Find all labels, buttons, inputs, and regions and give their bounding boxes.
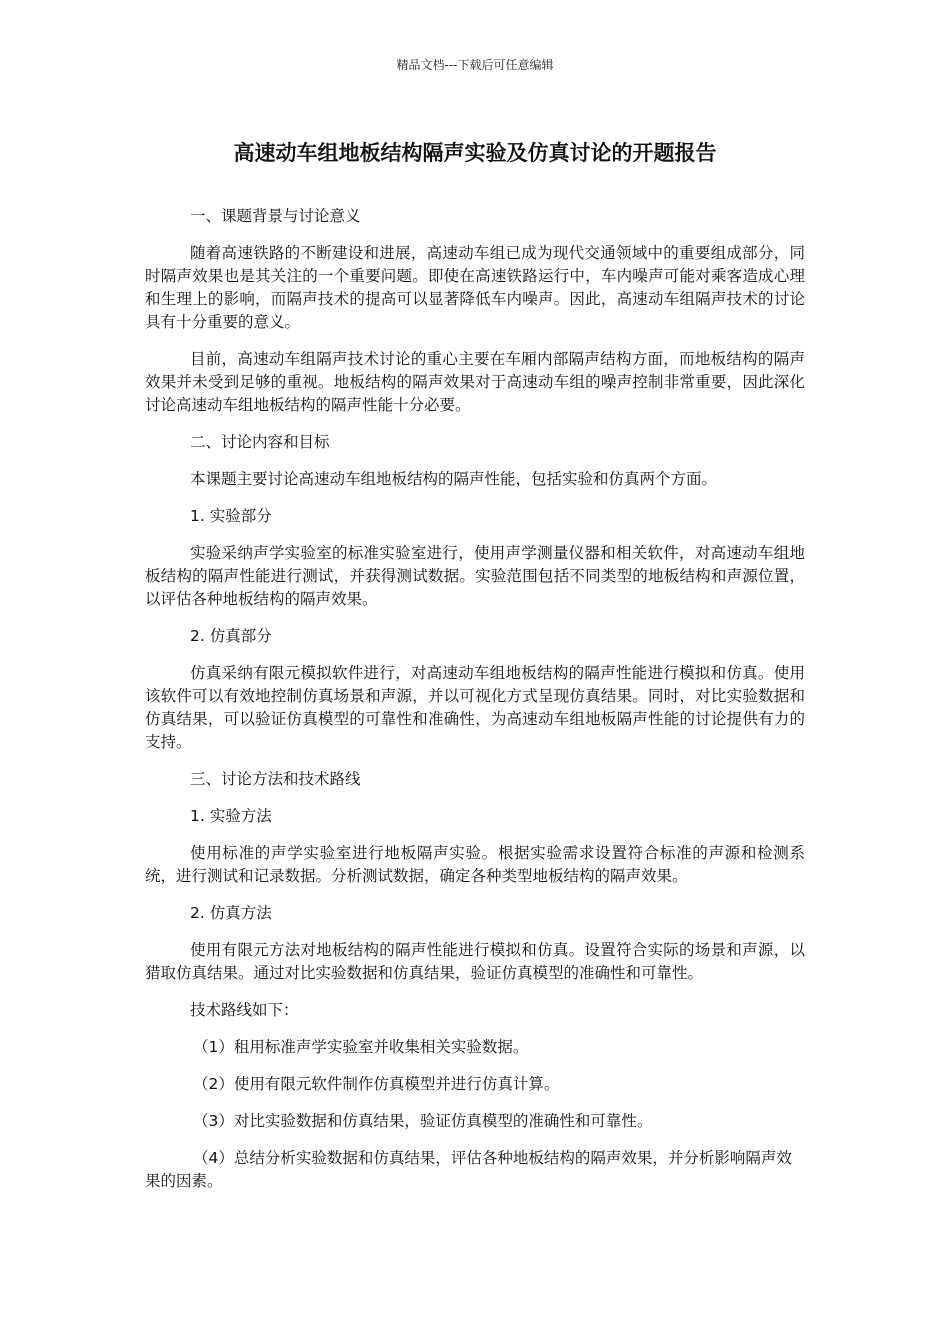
page-header: 精品文档---下载后可任意编辑 <box>396 58 554 72</box>
body-paragraph: 实验采纳声学实验室的标准实验室进行，使用声学测量仪器和相关软件，对高速动车组地板结构的隔声性能进行测试，并获得测试数据。实验范围包括不同类型的地板结构和声源位置，以评估各种地板结构的隔声效果。 <box>145 544 805 608</box>
section-heading: 2. 仿真方法 <box>190 904 272 922</box>
section-heading: 1. 实验方法 <box>190 807 272 825</box>
route-step: （2）使用有限元软件制作仿真模型并进行仿真计算。 <box>193 1075 560 1093</box>
body-paragraph: 本课题主要讨论高速动车组地板结构的隔声性能，包括实验和仿真两个方面。 <box>190 470 718 488</box>
document-body <box>145 205 805 1207</box>
section-heading: 技术路线如下： <box>190 1001 299 1019</box>
body-paragraph: 使用标准的声学实验室进行地板隔声实验。根据实验需求设置符合标准的声源和检测系统，进行测试和记录数据。分析测试数据，确定各种类型地板结构的隔声效果。 <box>145 844 805 885</box>
section-heading: 三、讨论方法和技术路线 <box>190 770 361 788</box>
section-heading: 2. 仿真部分 <box>190 627 272 645</box>
body-paragraph: 仿真采纳有限元模拟软件进行，对高速动车组地板结构的隔声性能进行模拟和仿真。使用该软件可以有效地控制仿真场景和声源，并以可视化方式呈现仿真结果。同时，对比实验数据和仿真结果，可以验证仿真模型的可靠性和准确性，为高速动车组地板隔声性能的讨论提供有力的支持。 <box>145 664 805 751</box>
route-step: （1）租用标准声学实验室并收集相关实验数据。 <box>193 1038 529 1056</box>
section-heading: 1. 实验部分 <box>190 507 272 525</box>
route-step: （4）总结分析实验数据和仿真结果，评估各种地板结构的隔声效果，并分析影响隔声效果的因素。 <box>145 1149 792 1190</box>
document-title: 高速动车组地板结构隔声实验及仿真讨论的开题报告 <box>233 141 717 165</box>
route-step: （3）对比实验数据和仿真结果，验证仿真模型的准确性和可靠性。 <box>193 1112 653 1130</box>
section-heading: 一、课题背景与讨论意义 <box>190 207 361 225</box>
section-heading: 二、讨论内容和目标 <box>190 433 330 451</box>
body-paragraph: 随着高速铁路的不断建设和进展，高速动车组已成为现代交通领域中的重要组成部分，同时隔声效果也是其关注的一个重要问题。即使在高速铁路运行中，车内噪声可能对乘客造成心理和生理上的影响，而隔声技术的提高可以显著降低车内噪声。因此，高速动车组隔声技术的讨论具有十分重要的意义。 <box>145 244 805 331</box>
body-paragraph: 使用有限元方法对地板结构的隔声性能进行模拟和仿真。设置符合实际的场景和声源，以猎取仿真结果。通过对比实验数据和仿真结果，验证仿真模型的准确性和可靠性。 <box>145 941 805 982</box>
body-paragraph: 目前，高速动车组隔声技术讨论的重心主要在车厢内部隔声结构方面，而地板结构的隔声效果并未受到足够的重视。地板结构的隔声效果对于高速动车组的噪声控制非常重要，因此深化讨论高速动车组地板结构的隔声性能十分必要。 <box>145 350 805 414</box>
